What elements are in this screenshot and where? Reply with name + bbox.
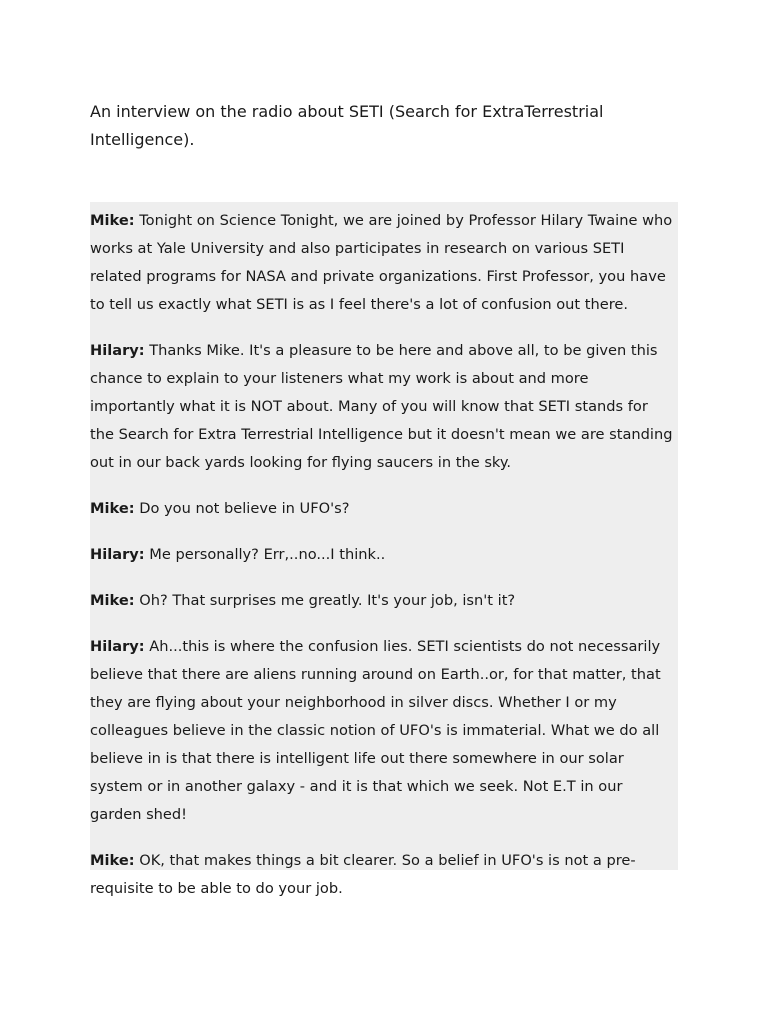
dialogue-turn (90, 495, 678, 523)
speaker-name: Hilary: (90, 546, 145, 563)
speaker-name: Hilary: (90, 342, 145, 359)
speaker-name: Mike: (90, 500, 135, 517)
dialogue-turn (90, 541, 678, 569)
speaker-name: Mike: (90, 852, 135, 869)
dialogue-text: Do you not believe in UFO's? (134, 500, 350, 517)
dialogue-turn (90, 337, 678, 477)
dialogue-turn (90, 633, 678, 829)
dialogue-text: Ah...this is where the confusion lies. SETI scientists do not necessarily believe that there are aliens running around on Earth..or, for that matter, that they are flying about your neighborhood in silver discs. Whether I or my colleagues believe in the classic notion of UFO's is immaterial. What we do all believe in is that there is intelligent life out there somewhere in our solar system or in another galaxy - and it is that which we seek. Not E.T in our garden shed! (90, 638, 661, 823)
dialogue-turn (90, 202, 678, 319)
speaker-name: Mike: (90, 212, 135, 229)
dialogue-turn (90, 587, 678, 615)
speaker-name: Mike: (90, 592, 135, 609)
dialogue-text: Tonight on Science Tonight, we are joined by Professor Hilary Twaine who works at Yale University and also participates in research on various SETI related programs for NASA and private organizations. First Professor, you have to tell us exactly what SETI is as I feel there's a lot of confusion out there. (90, 212, 673, 313)
dialogue-turn (90, 847, 678, 903)
speaker-name: Hilary: (90, 638, 145, 655)
interview-transcript (90, 202, 678, 897)
dialogue-text: Oh? That surprises me greatly. It's your job, isn't it? (134, 592, 516, 609)
dialogue-text: Me personally? Err,..no...I think.. (144, 546, 386, 563)
dialogue-text: OK, that makes things a bit clearer. So a belief in UFO's is not a pre-requisite to be able to do your job. (90, 852, 636, 897)
dialogue-text: Thanks Mike. It's a pleasure to be here and above all, to be given this chance to explain to your listeners what my work is about and more importantly what it is NOT about. Many of you will know that SETI stands for the Search for Extra Terrestrial Intelligence but it doesn't mean we are standing out in our back yards looking for flying saucers in the sky. (90, 342, 673, 471)
document-title: An interview on the radio about SETI (Search for ExtraTerrestrial Intelligence). (90, 102, 604, 149)
